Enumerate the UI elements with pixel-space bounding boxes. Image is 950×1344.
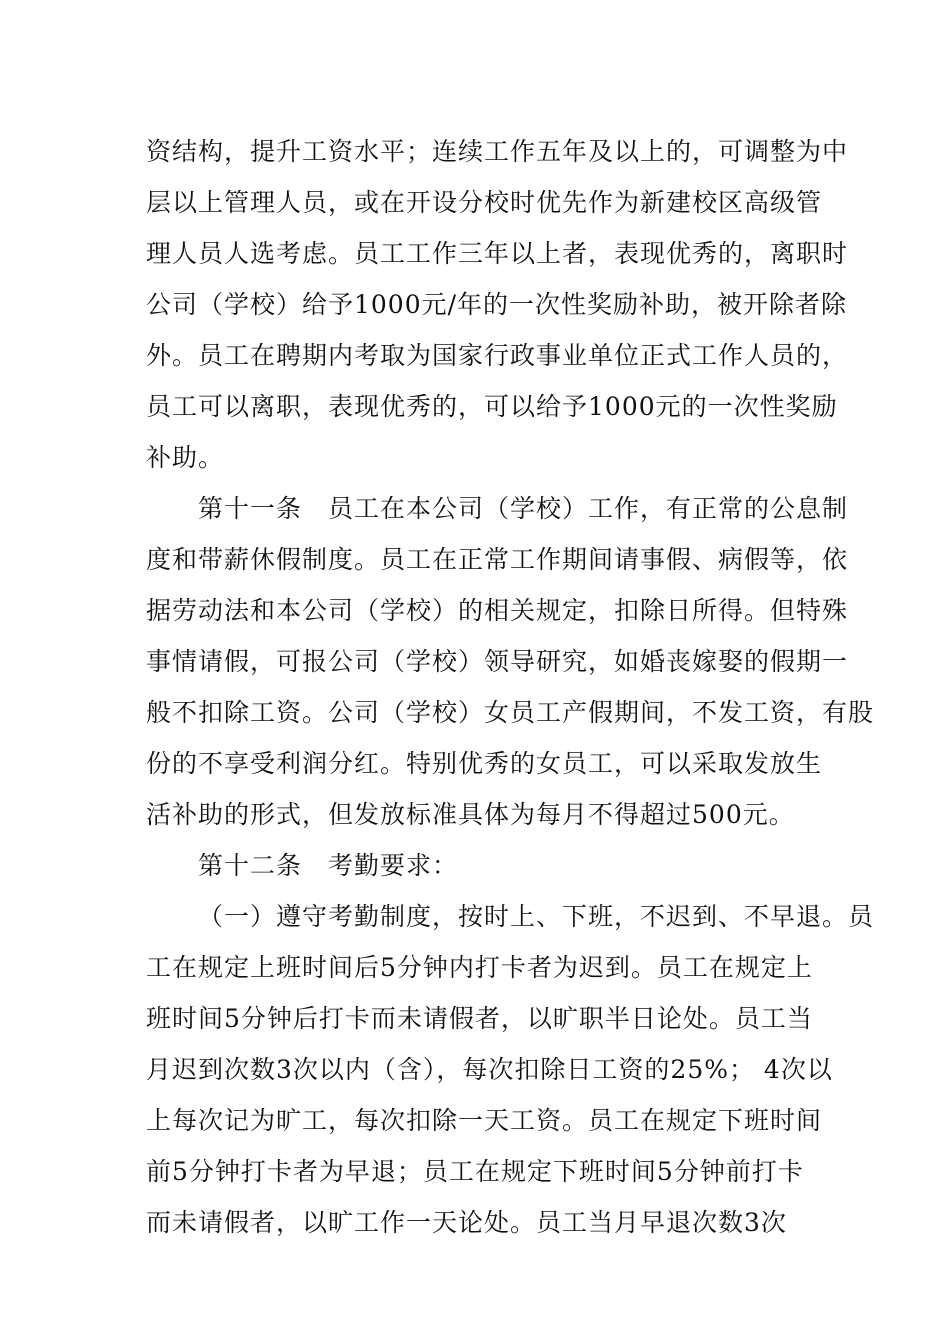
text-line: 度和带薪休假制度。员工在正常工作期间请事假、病假等，依 xyxy=(146,545,849,574)
text-line: 班时间5分钟后打卡而未请假者，以旷职半日论处。员工当 xyxy=(146,1004,813,1033)
article-11-heading-line: 第十一条 员工在本公司（学校）工作，有正常的公息制 xyxy=(198,494,849,523)
text-line: 层以上管理人员，或在开设分校时优先作为新建校区高级管 xyxy=(146,188,823,217)
text-line: 员工可以离职，表现优秀的，可以给予1000元的一次性奖励 xyxy=(146,392,838,421)
text-line: 上每次记为旷工，每次扣除一天工资。员工在规定下班时间 xyxy=(146,1106,823,1135)
document-body xyxy=(146,126,875,1248)
text-line: 理人员人选考虑。员工工作三年以上者，表现优秀的，离职时 xyxy=(146,239,849,268)
text-line: 份的不享受利润分红。特别优秀的女员工，可以采取发放生 xyxy=(146,749,823,778)
text-line: 前5分钟打卡者为早退；员工在规定下班时间5分钟前打卡 xyxy=(146,1157,804,1186)
text-line: 补助。 xyxy=(146,443,225,472)
text-line: 事情请假，可报公司（学校）领导研究，如婚丧嫁娶的假期一 xyxy=(146,647,849,676)
text-line: 外。员工在聘期内考取为国家行政事业单位正式工作人员的， xyxy=(146,341,849,370)
text-line: 般不扣除工资。公司（学校）女员工产假期间，不发工资，有股 xyxy=(146,698,875,727)
text-line: 公司（学校）给予1000元/年的一次性奖励补助，被开除者除 xyxy=(146,290,848,319)
text-line: 月迟到次数3次以内（含），每次扣除日工资的25%； 4次以 xyxy=(146,1055,833,1084)
text-line: 资结构，提升工资水平；连续工作五年及以上的，可调整为中 xyxy=(146,137,849,166)
text-line: 工在规定上班时间后5分钟内打卡者为迟到。员工在规定上 xyxy=(146,953,813,982)
text-line: 活补助的形式，但发放标准具体为每月不得超过500元。 xyxy=(146,800,795,829)
text-line: 据劳动法和本公司（学校）的相关规定，扣除日所得。但特殊 xyxy=(146,596,849,625)
text-line: 而未请假者，以旷工作一天论处。员工当月早退次数3次 xyxy=(146,1208,787,1237)
article-12-heading-line: 第十二条 考勤要求： xyxy=(198,851,459,880)
clause-1-line: （一）遵守考勤制度，按时上、下班，不迟到、不早退。员 xyxy=(198,902,875,931)
